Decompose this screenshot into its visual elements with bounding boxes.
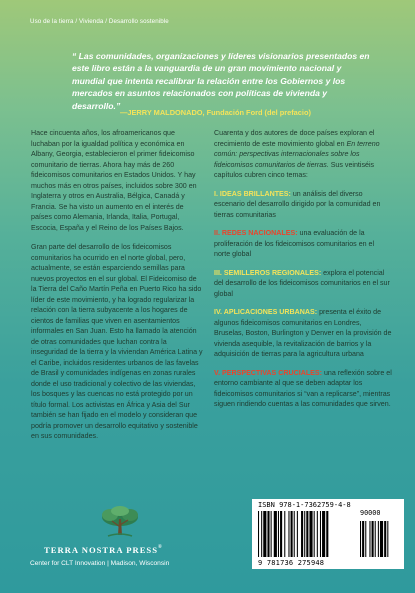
topic-item-1 [214,189,392,221]
topic-title-1: I. IDEAS BRILLANTES: [214,189,291,198]
topic-title-4: IV. APLICACIONES URBANAS: [214,308,318,316]
topic-text-3: explora el potencial del desarrollo de los fideicomisos comunitarios en el sur global [214,268,390,298]
quote-attribution: —JERRY MALDONADO, Fundación Ford (del prefacio) [120,108,311,117]
topic-item-3 [214,268,392,300]
right-column [214,128,392,418]
publisher-center: Center for CLT Innovation | Madison, Wisconsin [30,560,170,567]
publisher-trademark: ® [158,545,163,550]
right-intro-text-2: Sus veintiséis capítulos cubren cinco temas: [214,160,375,179]
barcode-icon [256,511,400,559]
topic-item-2 [214,228,392,260]
right-intro [214,128,392,181]
topic-text-2: una evaluación de la proliferación de los fideicomisos comunitarios en el norte global [214,229,375,258]
topic-text-5: una reflexión sobre el entorno cambiante al que se deben adaptar los fideicomisos comunitarios si “van a replicarse”, mientras siguen rindiendo cuentas a las comunidades que sirven. [214,368,392,408]
topic-title-2: II. REDES NACIONALES: [214,229,298,237]
barcode-addon-number: 90000 [360,509,381,517]
left-paragraph-1: Hace cincuenta años, los afroamericanos que luchaban por la igualdad política y económica en Albany, Georgia, establecieron el primer fideicomiso comunitario de tierras. Ahora hay más de 260 fideicomisos comunitarios en Estados Unidos. Y hay muchos más en otros países, incluidos sobre 300 en Inglaterra y otros en Australia, Bélgica, Canadá y Francia. Se ha visto un aumento en el interés de países como Alemania, Irlanda, Italia, Portugal, Escocia, España y el Reino de los Países Bajos. [31,129,197,232]
barcode-box [252,499,404,569]
endorsement-quote: “ Las comunidades, organizaciones y líderes visionarios presentados en este libro están a la vanguardia de un gran movimiento nacional y mundial que intenta recalibrar la relación entre los Gobiernos y los mercados en asuntos relacionados con políticas de vivienda y desarrollo.” [72,51,370,111]
topic-title-5: V. PERSPECTIVAS CRUCIALES: [214,368,323,377]
right-intro-text-1: Cuarenta y dos autores de doce países exploran el crecimiento de este movimiento global en [214,129,375,148]
topic-item-5 [214,368,392,410]
publisher-name: TERRA NOSTRA PRESS® [44,545,163,555]
left-column [31,128,203,451]
left-paragraph-2: Gran parte del desarrollo de los fideicomisos comunitarios ha ocurrido en el norte global, pero, actualmente, se están esparciendo semillas para nuevos proyectos en el sur global. El Fideicomiso de la Tierra del Caño Martín Peña en Puerto Rico ha sido líder de este movimiento, y ha logrado regularizar la relación con la tierra subyacente a los hogares de cientos de familias que viven en asentamientos informales en San Juan. Esto ha llamado la atención de otras comunidades que luchan contra la inseguridad de la tierra y la viviendan América Latina y el Caribe, incluidos residentes urbanos de las favelas de Brasil y comunidades indígenas en zonas rurales donde el uso tradicional y colectivo de las viviendas, los bosques y las cuencas no está protegido por un título formal. Los activistas en África y Asia del Sur también se han fijado en el modelo y consideran que podría promover un desarrollo equitativo y sostenible en sus comunidades. [31,243,203,440]
barcode-number: 9 781736 275948 [258,559,325,567]
subject-line: Uso de la tierra / Vivienda / Desarrollo sostenible [30,18,169,25]
topic-text-1: un análisis del diverso escenario del desarrollo dirigido por la comunidad en tierras comunitarias [214,189,381,219]
topic-text-4: presenta el éxito de algunos fideicomisos comunitarios en Londres, Bruselas, Boston, Burlington y Denver en la provisión de vivienda asequible, la revitalización de barrios y la adquisición de tierras para la agricultura urbana [214,308,392,358]
topic-title-3: III. SEMILLEROS REGIONALES: [214,268,322,277]
right-intro-book-title: En terreno común: perspectivas internacionales sobre los fideicomisos comunitarios de tierras. [214,139,380,169]
topic-item-4 [214,307,392,360]
tree-logo-icon [98,505,142,543]
isbn-label: ISBN 978-1-7362759-4-8 [258,501,351,509]
